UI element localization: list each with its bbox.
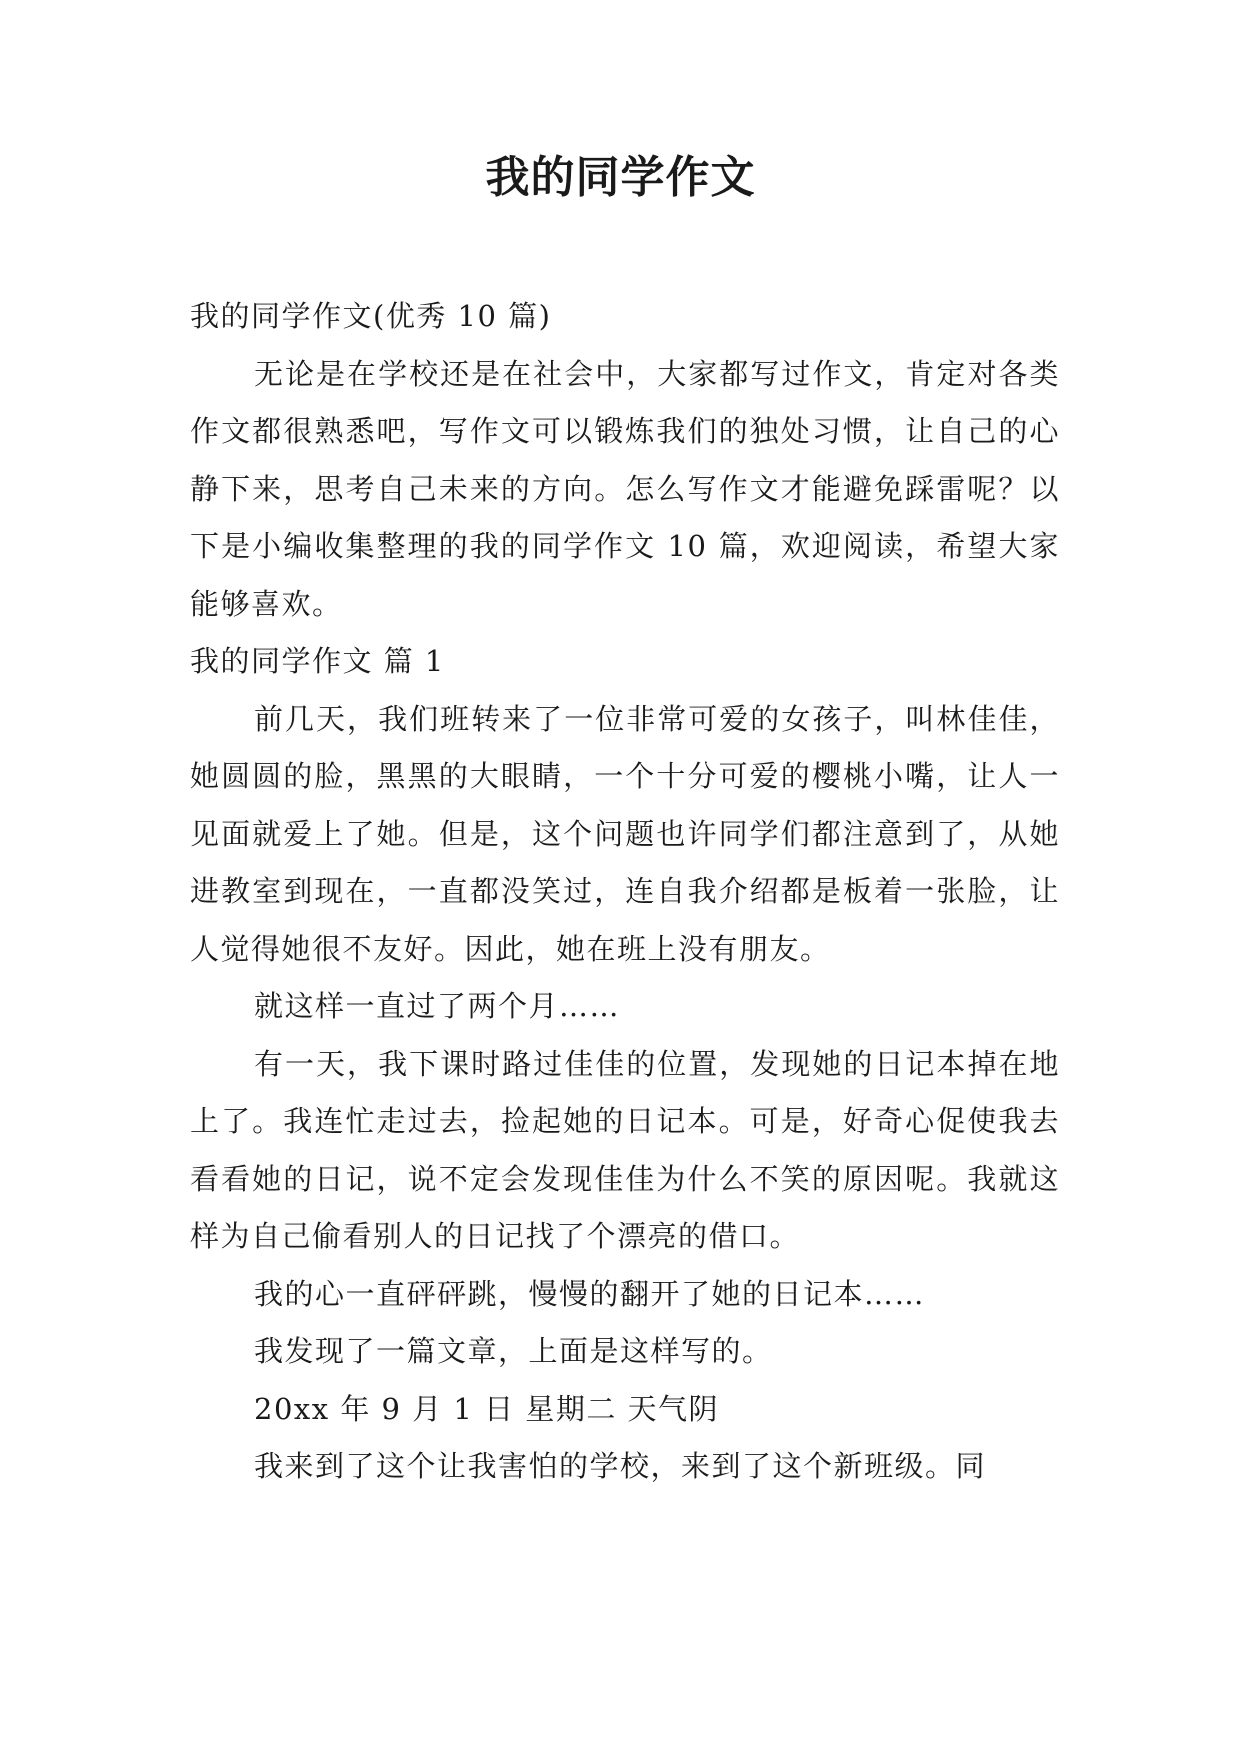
paragraph: 有一天，我下课时路过佳佳的位置，发现她的日记本掉在地上了。我连忙走过去，捡起她的日记本。可是，好奇心促使我去看看她的日记，说不定会发现佳佳为什么不笑的原因呢。我就这样为自己偷看别人的日记找了个漂亮的借口。 [190,1046,1060,1253]
paragraph: 就这样一直过了两个月…… [254,989,621,1023]
section-heading: 我的同学作文 篇 1 [190,644,445,678]
paragraph: 前几天，我们班转来了一位非常可爱的女孩子，叫林佳佳，她圆圆的脸，黑黑的大眼睛，一个十分可爱的樱桃小嘴，让人一见面就爱上了她。但是，这个问题也许同学们都注意到了，从她进教室到现在，一直都没笑过，连自我介绍都是板着一张脸，让人觉得她很不友好。因此，她在班上没有朋友。 [190,701,1060,966]
paragraph: 我的心一直砰砰跳，慢慢的翻开了她的日记本…… [254,1276,926,1311]
diary-date-line: 20xx 年 9 月 1 日 星期二 天气阴 [254,1391,720,1426]
intro-paragraph: 无论是在学校还是在社会中，大家都写过作文，肯定对各类作文都很熟悉吧，写作文可以锻炼我们的独处习惯，让自己的心静下来，思考自己未来的方向。怎么写作文才能避免踩雷呢？以下是小编收集整理的我的同学作文 10 篇，欢迎阅读，希望大家能够喜欢。 [190,356,1060,621]
paragraph: 我发现了一篇文章，上面是这样写的。 [254,1334,773,1368]
subtitle-line: 我的同学作文(优秀 10 篇) [190,299,552,333]
document-title: 我的同学作文 [485,152,756,203]
document-body [190,288,1060,1496]
paragraph: 我来到了这个让我害怕的学校，来到了这个新班级。同 [254,1449,987,1483]
